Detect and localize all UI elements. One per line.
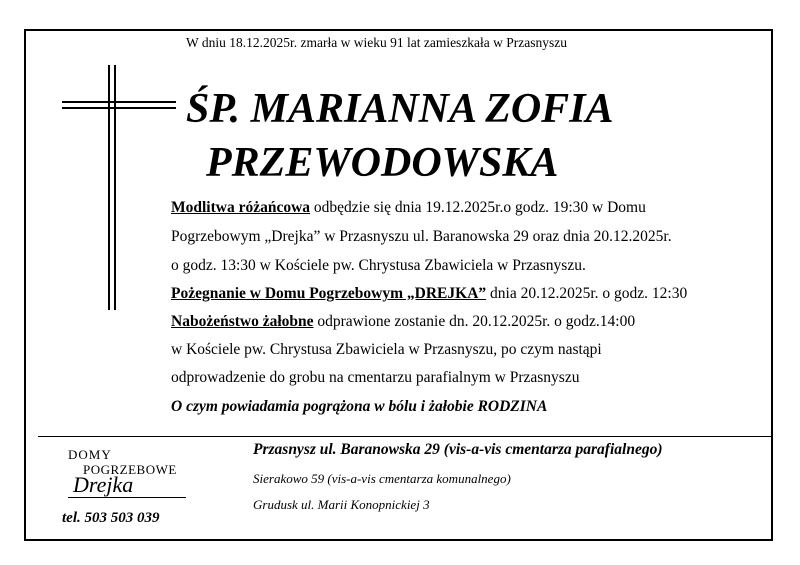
logo-text-pogrzebowe: POGRZEBOWE: [83, 462, 177, 477]
rosary-text: odbędzie się dnia 19.12.2025r.o godz. 19:30 w Domu: [310, 199, 646, 216]
mass-text: odprawione zostanie dn. 20.12.2025r. o godz.14:00: [313, 313, 636, 330]
deceased-name-line2: PRZEWODOWSKA: [206, 140, 559, 186]
body-line-4: [171, 286, 687, 302]
footer-divider: [38, 436, 772, 437]
logo-text-domy: DOMY: [68, 447, 112, 462]
intro-text: W dniu 18.12.2025r. zmarła w wieku 91 lat zamieszkała w Przasnyszu: [186, 35, 568, 50]
phone-number: tel. 503 503 039: [62, 510, 160, 526]
logo-underline: [68, 497, 186, 498]
body-line-2: Pogrzebowym „Drejka” w Przasnyszu ul. Baranowska 29 oraz dnia 20.12.2025r.: [171, 228, 672, 245]
farewell-text: dnia 20.12.2025r. o godz. 12:30: [486, 285, 688, 302]
address-sierakowo: Sierakowo 59 (vis-a-vis cmentarza komunalnego): [253, 471, 511, 486]
body-line-1: [171, 200, 646, 216]
rosary-heading: Modlitwa różańcowa: [171, 199, 311, 216]
address-grudusk: Grudusk ul. Marii Konopnickiej 3: [253, 497, 430, 512]
address-main: Przasnysz ul. Baranowska 29 (vis-a-vis cmentarza parafialnego): [253, 441, 663, 458]
mass-heading: Nabożeństwo żałobne: [171, 313, 314, 330]
cross-icon-part: [62, 107, 176, 109]
body-line-5: [171, 314, 635, 330]
deceased-name-line1: ŚP. MARIANNA ZOFIA: [186, 86, 614, 132]
body-line-7: odprowadzenie do grobu na cmentarzu parafialnym w Przasnyszu: [171, 369, 580, 386]
body-line-3: o godz. 13:30 w Kościele pw. Chrystusa Zbawiciela w Przasnyszu.: [171, 257, 586, 274]
farewell-heading: Pożegnanie w Domu Pogrzebowym „DREJKA”: [171, 285, 487, 302]
family-notice: O czym powiadamia pogrążona w bólu i żałobie RODZINA: [171, 398, 548, 415]
cross-icon-part: [62, 101, 176, 103]
logo-brand: Drejka: [73, 472, 134, 497]
body-line-6: w Kościele pw. Chrystusa Zbawiciela w Przasnyszu, po czym nastąpi: [171, 341, 602, 358]
